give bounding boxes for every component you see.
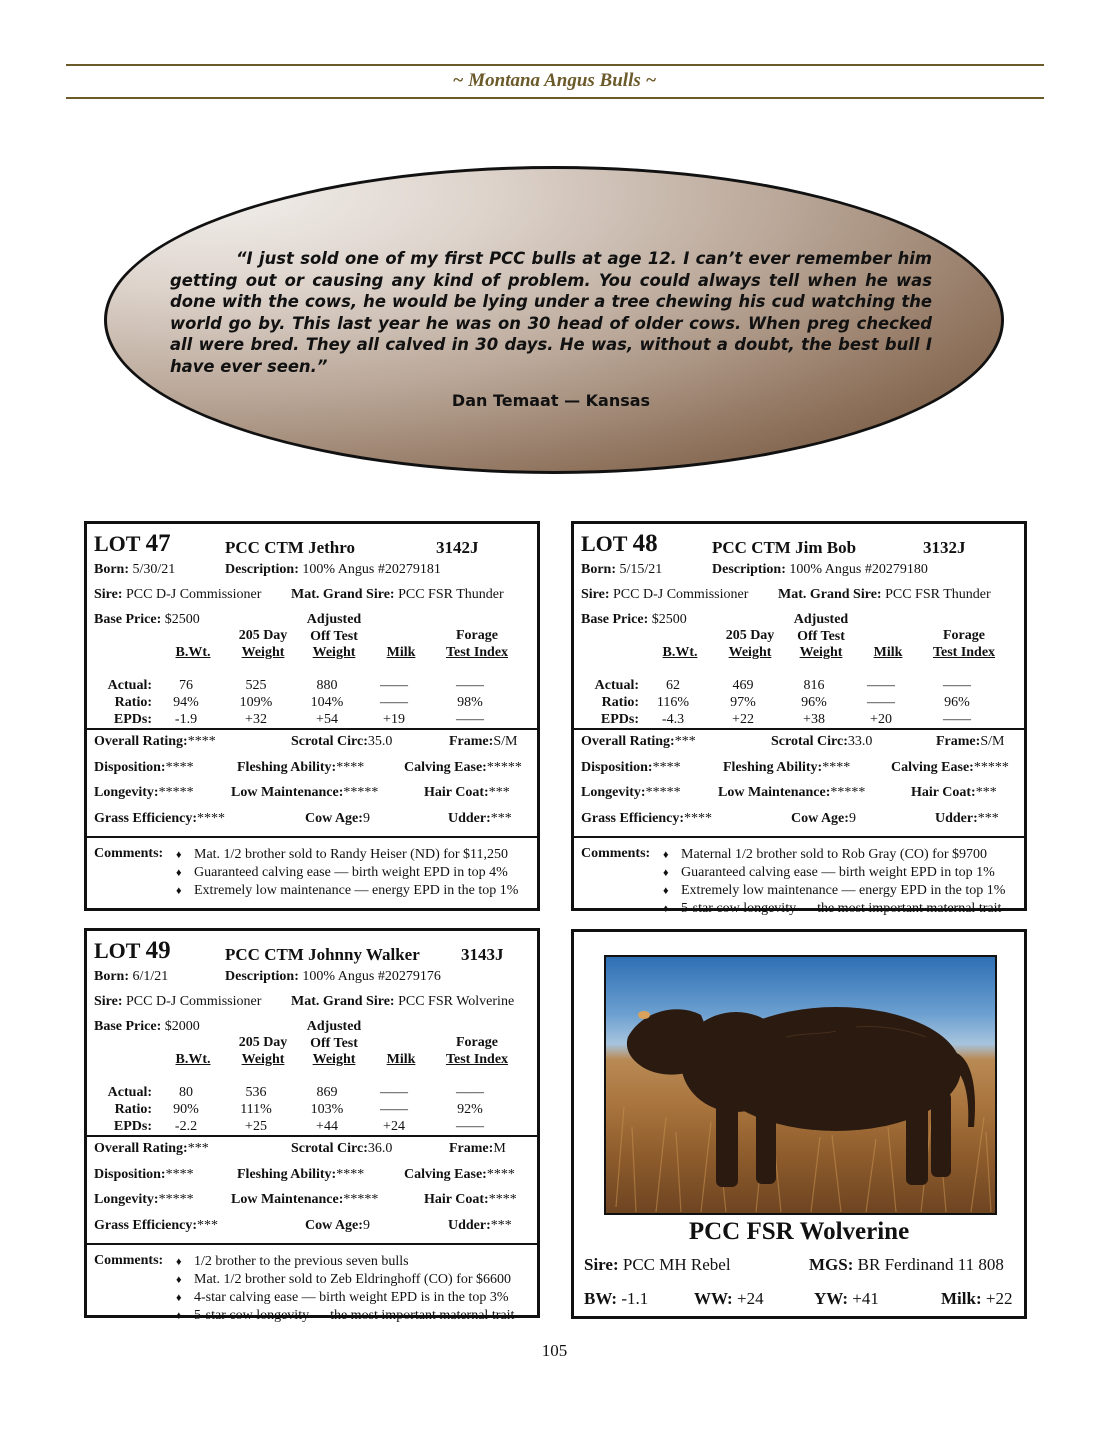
cell-actual-3: —— bbox=[380, 1085, 408, 1100]
row-label-actual: Actual: bbox=[107, 1085, 152, 1100]
diamond-bullet-icon: ♦ bbox=[663, 867, 669, 879]
cell-actual-1: 469 bbox=[732, 678, 754, 693]
diamond-bullet-icon: ♦ bbox=[176, 849, 182, 861]
lot-label: LOT 49 bbox=[94, 937, 171, 964]
cell-epds-2: +44 bbox=[316, 1119, 338, 1134]
cell-actual-0: 76 bbox=[179, 678, 193, 693]
lot-card-48 bbox=[571, 521, 1027, 916]
testimonial-author: Dan Temaat — Kansas bbox=[451, 391, 651, 410]
comments-list bbox=[176, 1253, 530, 1325]
testimonial-quote: “I just sold one of my first PCC bulls at age 12. I can’t ever remember him getting out or causing any kind of problem. You could always tell when he was done with the cows, he would be lying under a tree chewing his cud watching the world go by. This last year he was on 30 head of older cows. When preg checked all were bred. They all calved in 30 days. He was, without a doubt, the best bull I have ever seen.” bbox=[170, 249, 932, 376]
cell-actual-4: —— bbox=[456, 678, 484, 693]
cell-epds-1: +32 bbox=[245, 712, 267, 727]
lot-card-49 bbox=[84, 928, 540, 1323]
comment-item: ♦ 1/2 brother to the previous seven bulls bbox=[176, 1254, 409, 1269]
diamond-bullet-icon: ♦ bbox=[176, 1310, 182, 1322]
lot-tag: 3143J bbox=[461, 945, 504, 964]
sire-line: Sire: PCC D-J Commissioner Mat. Grand Sire: PCC FSR Thunder bbox=[94, 587, 504, 602]
row-label-ratio: Ratio: bbox=[601, 695, 639, 710]
page-header-title: ~ Montana Angus Bulls ~ bbox=[452, 70, 657, 91]
sire-line: Sire: PCC D-J Commissioner Mat. Grand Sire: PCC FSR Wolverine bbox=[94, 994, 515, 1009]
cell-epds-2: +54 bbox=[316, 712, 338, 727]
diamond-bullet-icon: ♦ bbox=[663, 885, 669, 897]
diamond-bullet-icon: ♦ bbox=[663, 849, 669, 861]
bull-photo-image bbox=[606, 957, 997, 1215]
comment-item: ♦ Guaranteed calving ease — birth weight EPD in top 4% bbox=[176, 865, 508, 880]
sire-card-sire: Sire: PCC MH Rebel bbox=[584, 1255, 731, 1274]
sire-line: Sire: PCC D-J Commissioner Mat. Grand Sire: PCC FSR Thunder bbox=[581, 587, 991, 602]
comment-item: ♦ Extremely low maintenance — energy EPD in the top 1% bbox=[663, 883, 1006, 898]
header-rule-bottom bbox=[66, 97, 1044, 99]
lot-label: LOT 47 bbox=[94, 530, 171, 557]
diamond-bullet-icon: ♦ bbox=[176, 1292, 182, 1304]
cell-ratio-3: —— bbox=[380, 1102, 408, 1117]
comment-item: ♦ 5-star cow longevity — the most important maternal trait bbox=[176, 1308, 515, 1323]
lot-card-47 bbox=[84, 521, 540, 911]
lot-label: LOT 48 bbox=[581, 530, 658, 557]
comments-list bbox=[663, 846, 1017, 918]
diamond-bullet-icon: ♦ bbox=[176, 885, 182, 897]
row-label-ratio: Ratio: bbox=[114, 1102, 152, 1117]
diamond-bullet-icon: ♦ bbox=[176, 1256, 182, 1268]
row-actual bbox=[581, 678, 1021, 695]
row-label-epds: EPDs: bbox=[600, 712, 639, 727]
lot-name: PCC CTM Jethro bbox=[225, 538, 355, 557]
lot-tag: 3132J bbox=[923, 538, 966, 557]
cell-actual-4: —— bbox=[943, 678, 971, 693]
cell-actual-3: —— bbox=[380, 678, 408, 693]
cell-actual-4: —— bbox=[456, 1085, 484, 1100]
cell-actual-2: 880 bbox=[316, 678, 338, 693]
performance-table: Base Price: $2500 205 Day Weight Adjusted Off Test Weight Forage Test Index B.Wt. Milk bbox=[581, 612, 996, 660]
row-ratio bbox=[94, 695, 534, 712]
comments-list bbox=[176, 846, 530, 900]
row-ratio bbox=[94, 1102, 534, 1119]
row-actual bbox=[94, 1085, 534, 1102]
comment-item: ♦ Mat. 1/2 brother sold to Randy Heiser (ND) for $11,250 bbox=[176, 847, 509, 862]
performance-table: Base Price: $2000 205 Day Weight Adjusted Off Test Weight Forage Test Index B.Wt. Milk bbox=[94, 1019, 509, 1067]
sire-card bbox=[571, 929, 1027, 1319]
cell-ratio-0: 90% bbox=[173, 1102, 199, 1117]
row-label-epds: EPDs: bbox=[113, 1119, 152, 1134]
sire-card-mgs: MGS: BR Ferdinand 11 808 bbox=[809, 1255, 1004, 1274]
row-epds bbox=[94, 712, 534, 729]
cell-ratio-4: 98% bbox=[457, 695, 483, 710]
cell-ratio-1: 97% bbox=[730, 695, 756, 710]
performance-table: Base Price: $2500 205 Day Weight Adjusted Off Test Weight Forage Test Index B.Wt. Milk bbox=[94, 612, 509, 660]
header-rule-top bbox=[66, 64, 1044, 66]
sire-card-ww: WW: +24 bbox=[694, 1289, 764, 1308]
cell-epds-4: —— bbox=[456, 712, 484, 727]
bull-photo bbox=[604, 955, 997, 1215]
sire-card-bw: BW: -1.1 bbox=[584, 1289, 649, 1308]
cell-actual-0: 62 bbox=[666, 678, 680, 693]
born-line: Born: 5/15/21 Description: 100% Angus #20279180 bbox=[581, 562, 928, 577]
cell-ratio-3: —— bbox=[867, 695, 895, 710]
row-actual bbox=[94, 678, 534, 695]
diamond-bullet-icon: ♦ bbox=[663, 903, 669, 915]
lot-tag: 3142J bbox=[436, 538, 479, 557]
row-label-epds: EPDs: bbox=[113, 712, 152, 727]
cell-epds-4: —— bbox=[943, 712, 971, 727]
cell-epds-3: +19 bbox=[383, 712, 405, 727]
cell-actual-2: 816 bbox=[803, 678, 825, 693]
cell-actual-1: 536 bbox=[245, 1085, 267, 1100]
diamond-bullet-icon: ♦ bbox=[176, 1274, 182, 1286]
comments bbox=[87, 836, 537, 906]
born-line: Born: 5/30/21 Description: 100% Angus #20279181 bbox=[94, 562, 441, 577]
comments-label: Comments: bbox=[581, 846, 651, 861]
page-number: 105 bbox=[541, 1341, 568, 1360]
lot-name: PCC CTM Johnny Walker bbox=[225, 945, 420, 964]
cell-ratio-0: 116% bbox=[656, 695, 690, 710]
comment-item: ♦ 4-star calving ease — birth weight EPD is in the top 3% bbox=[176, 1290, 509, 1305]
comment-item: ♦ Mat. 1/2 brother sold to Zeb Eldringhoff (CO) for $6600 bbox=[176, 1272, 512, 1287]
cell-ratio-2: 104% bbox=[310, 695, 344, 710]
cell-ratio-4: 96% bbox=[944, 695, 970, 710]
cell-epds-1: +22 bbox=[732, 712, 754, 727]
cell-epds-4: —— bbox=[456, 1119, 484, 1134]
cell-actual-3: —— bbox=[867, 678, 895, 693]
cell-actual-1: 525 bbox=[245, 678, 267, 693]
comments bbox=[574, 836, 1024, 924]
cell-epds-0: -4.3 bbox=[661, 712, 685, 727]
row-label-ratio: Ratio: bbox=[114, 695, 152, 710]
row-ratio bbox=[581, 695, 1021, 712]
cell-ratio-1: 111% bbox=[240, 1102, 272, 1117]
cell-ratio-0: 94% bbox=[173, 695, 199, 710]
comments-label: Comments: bbox=[94, 846, 164, 861]
ratings: Overall Rating: **** Scrotal Circ: 35.0 Frame: S/M Disposition: **** Fleshing Ability: **** Calving Ease: ***** Longevity: ***** Low Maintenance: ***** Hair Coat: *** Grass Efficiency: **** Cow Age: 9 Udder: *** bbox=[87, 728, 537, 836]
comments bbox=[87, 1243, 537, 1331]
cell-epds-2: +38 bbox=[803, 712, 825, 727]
row-epds bbox=[94, 1119, 534, 1136]
row-label-actual: Actual: bbox=[107, 678, 152, 693]
row-label-actual: Actual: bbox=[594, 678, 639, 693]
born-line: Born: 6/1/21 Description: 100% Angus #20279176 bbox=[94, 969, 441, 984]
cell-epds-0: -2.2 bbox=[174, 1119, 198, 1134]
comments-label: Comments: bbox=[94, 1253, 164, 1268]
comment-item: ♦ Guaranteed calving ease — birth weight EPD in top 1% bbox=[663, 865, 995, 880]
cell-actual-0: 80 bbox=[179, 1085, 193, 1100]
sire-card-yw: YW: +41 bbox=[814, 1289, 879, 1308]
cell-ratio-3: —— bbox=[380, 695, 408, 710]
diamond-bullet-icon: ♦ bbox=[176, 867, 182, 879]
comment-item: ♦ Extremely low maintenance — energy EPD in the top 1% bbox=[176, 883, 519, 898]
cell-ratio-2: 103% bbox=[310, 1102, 344, 1117]
ratings: Overall Rating: *** Scrotal Circ: 36.0 Frame: M Disposition: **** Fleshing Ability: **** Calving Ease: **** Longevity: ***** Low Maintenance: ***** Hair Coat: **** Grass Efficiency: *** Cow Age: 9 Udder: *** bbox=[87, 1135, 537, 1243]
row-epds bbox=[581, 712, 1021, 729]
sire-card-title: PCC FSR Wolverine bbox=[688, 1218, 910, 1245]
sire-card-milk: Milk: +22 bbox=[941, 1289, 1013, 1308]
comment-item: ♦ 5-star cow longevity — the most important maternal trait bbox=[663, 901, 1002, 916]
cell-ratio-4: 92% bbox=[457, 1102, 483, 1117]
cell-epds-1: +25 bbox=[245, 1119, 267, 1134]
comment-item: ♦ Maternal 1/2 brother sold to Rob Gray (CO) for $9700 bbox=[663, 847, 987, 862]
lot-name: PCC CTM Jim Bob bbox=[712, 538, 857, 557]
ratings: Overall Rating: *** Scrotal Circ: 33.0 Frame: S/M Disposition: **** Fleshing Ability: **** Calving Ease: ***** Longevity: ***** Low Maintenance: ***** Hair Coat: *** Grass Efficiency: **** Cow Age: 9 Udder: *** bbox=[574, 728, 1024, 836]
cell-ratio-2: 96% bbox=[801, 695, 827, 710]
cell-epds-3: +20 bbox=[870, 712, 892, 727]
cell-actual-2: 869 bbox=[316, 1085, 338, 1100]
cell-epds-3: +24 bbox=[383, 1119, 405, 1134]
cell-epds-0: -1.9 bbox=[174, 712, 198, 727]
cell-ratio-1: 109% bbox=[239, 695, 273, 710]
